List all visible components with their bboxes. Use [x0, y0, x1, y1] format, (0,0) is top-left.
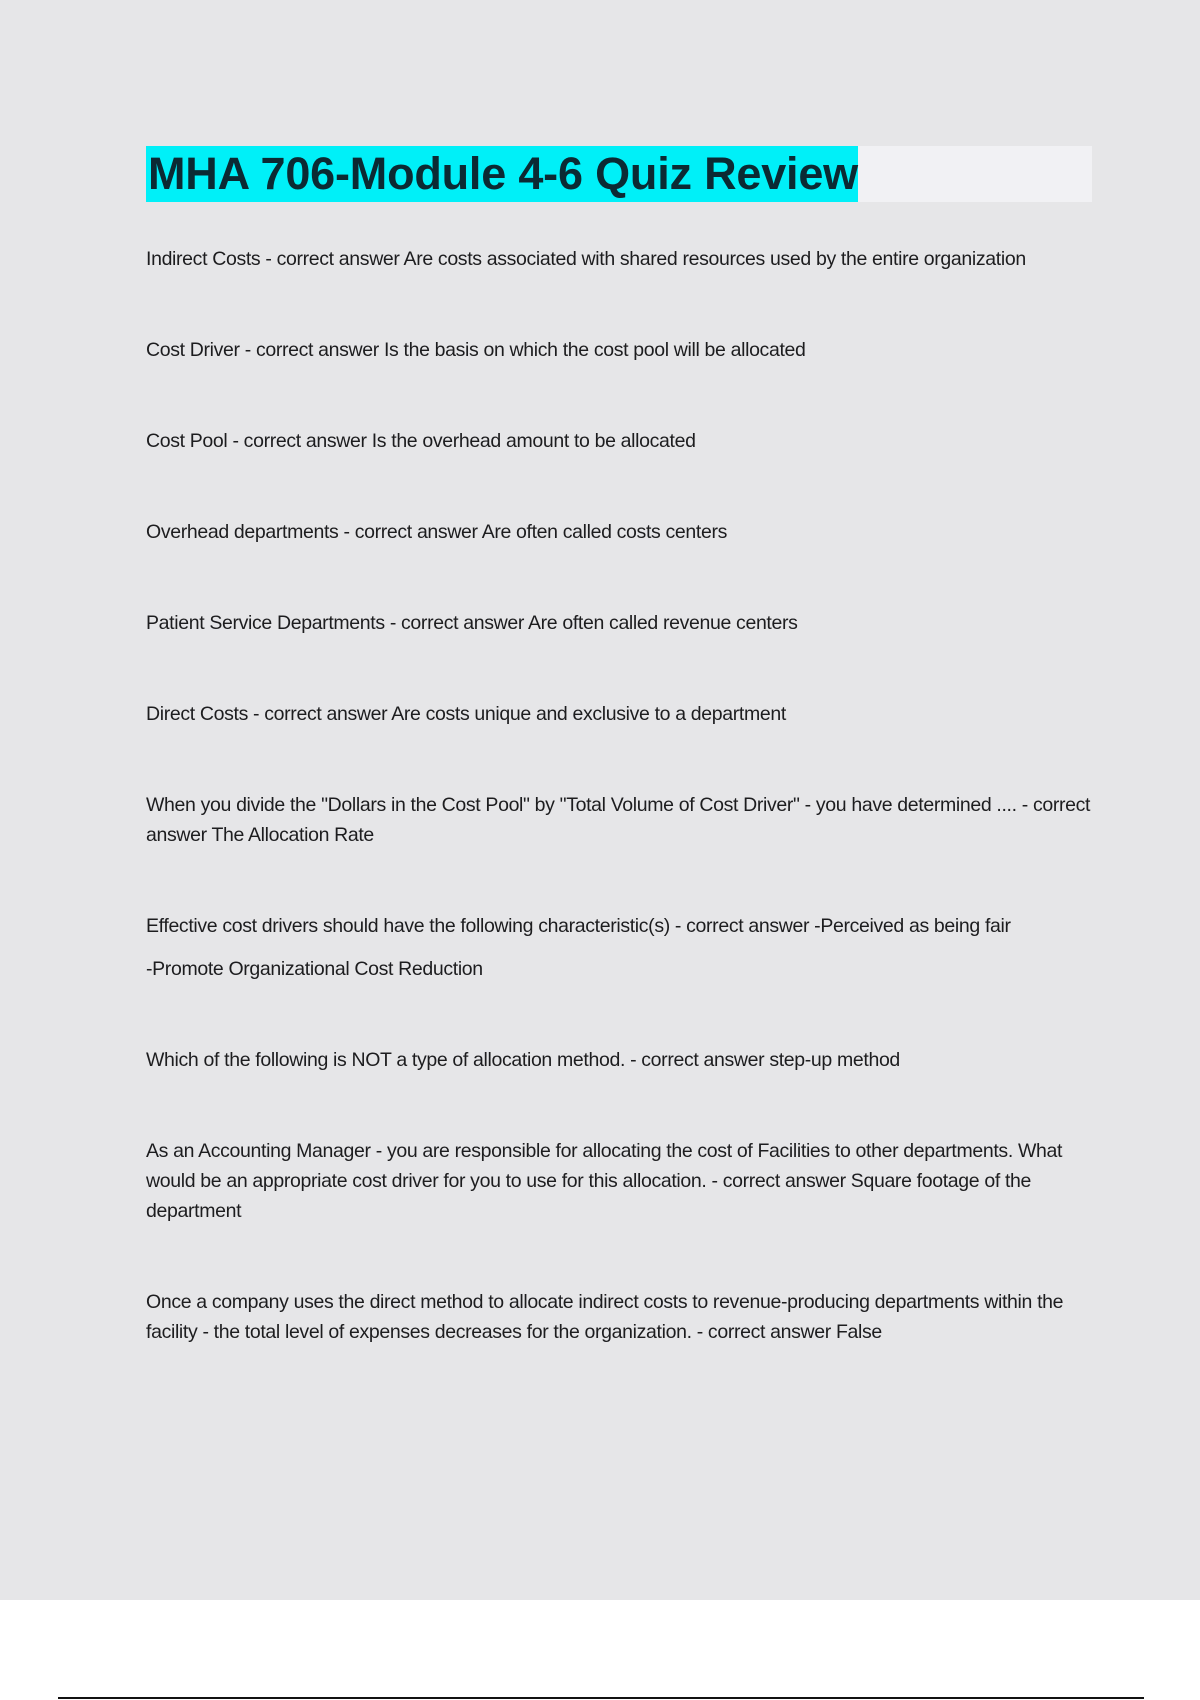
qa-item: [146, 790, 1096, 850]
qa-item-text-continuation: -Promote Organizational Cost Reduction: [146, 958, 483, 980]
qa-item-text: Overhead departments - correct answer Are often called costs centers: [146, 521, 727, 543]
qa-item-text: When you divide the "Dollars in the Cost Pool" by "Total Volume of Cost Driver" - you have determined .... - correct answer The Allocation Rate: [146, 794, 1091, 846]
qa-item-text: Cost Pool - correct answer Is the overhead amount to be allocated: [146, 430, 696, 452]
page-title-text: MHA 706-Module 4-6 Quiz Review: [146, 146, 858, 202]
qa-item: [146, 1136, 1096, 1226]
qa-item: [146, 911, 1096, 984]
qa-item: [146, 608, 1096, 638]
qa-item-text: Direct Costs - correct answer Are costs unique and exclusive to a department: [146, 703, 786, 725]
qa-item: [146, 335, 1096, 365]
bottom-divider: [58, 1697, 1144, 1699]
qa-item-text: Effective cost drivers should have the following characteristic(s) - correct answer -Perceived as being fair: [146, 915, 1011, 937]
qa-item-text: As an Accounting Manager - you are responsible for allocating the cost of Facilities to other departments. What would be an appropriate cost driver for you to use for this allocation. - correct answer Square footage of the department: [146, 1140, 1063, 1222]
qa-item: [146, 1287, 1096, 1347]
qa-item: [146, 699, 1096, 729]
qa-item-text: Patient Service Departments - correct answer Are often called revenue centers: [146, 612, 798, 634]
qa-item-text: Once a company uses the direct method to allocate indirect costs to revenue-producing departments within the facility - the total level of expenses decreases for the organization. - correct answer False: [146, 1291, 1064, 1343]
qa-list: [146, 244, 1096, 1408]
qa-item: [146, 1045, 1096, 1075]
qa-item-text: Indirect Costs - correct answer Are costs associated with shared resources used by the entire organization: [146, 248, 1026, 270]
qa-item-text: Which of the following is NOT a type of allocation method. - correct answer step-up method: [146, 1049, 900, 1071]
qa-item: [146, 244, 1096, 274]
qa-item-text: Cost Driver - correct answer Is the basis on which the cost pool will be allocated: [146, 339, 806, 361]
page-title: [146, 146, 860, 202]
qa-item: [146, 426, 1096, 456]
qa-item: [146, 517, 1096, 547]
